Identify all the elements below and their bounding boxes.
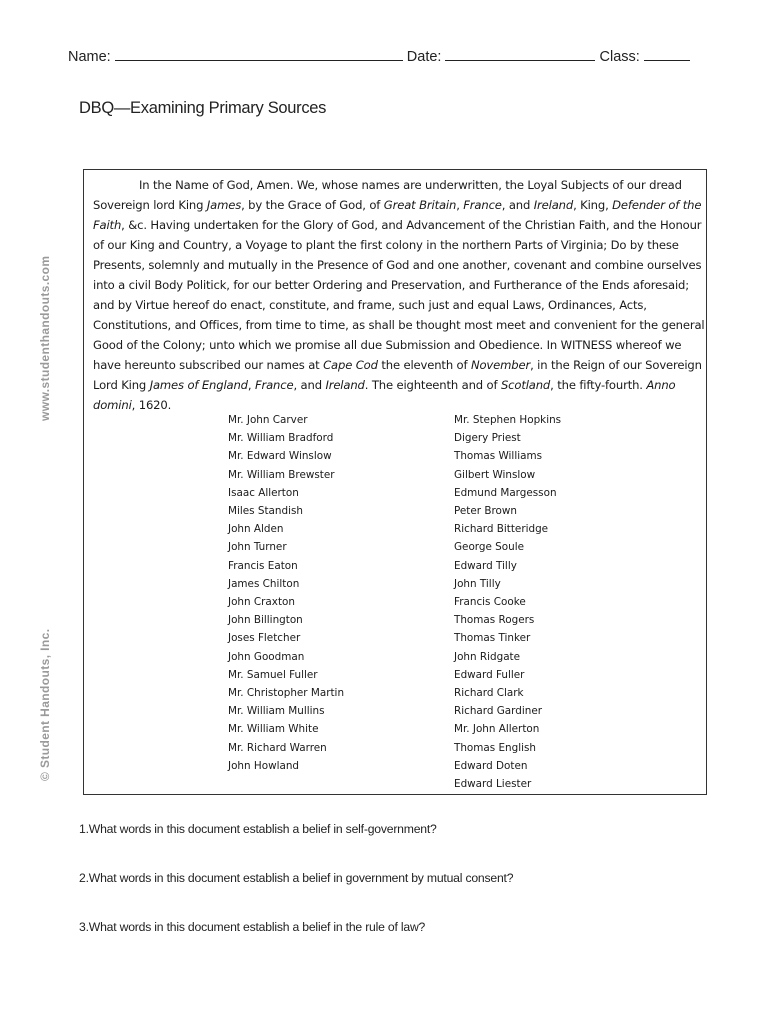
signer-name: John Ridgate (454, 650, 521, 663)
text-run: have hereunto subscribed our names at (93, 358, 324, 372)
compact-text-line (93, 215, 702, 235)
signer-name: Mr. John Carver (228, 414, 308, 426)
italic-text: Great Britain (383, 198, 457, 212)
text-run: into a civil Body Politick, for our better Ordering and Preservation, and Furtherance of the Ends aforesaid; (93, 278, 689, 292)
signer-name: Richard Gardiner (454, 705, 543, 718)
question-3: 3.What words in this document establish a belief in the rule of law? (79, 920, 426, 934)
student-info-header (68, 46, 700, 65)
signer-name: Edmund Margesson (454, 486, 557, 499)
signer-name: Mr. Christopher Martin (228, 687, 345, 700)
signer-name: John Craxton (228, 596, 295, 609)
text-run: of our King and Country, a Voyage to plant the first colony in the northern Parts of Virginia; Do by these (93, 238, 679, 252)
compact-text-line (93, 275, 699, 295)
signer-name: Isaac Allerton (228, 486, 299, 499)
compact-text-line (93, 395, 699, 415)
compact-text-line (93, 295, 699, 315)
italic-text: November (470, 358, 531, 372)
text-run: Sovereign lord King (93, 198, 207, 212)
signer-name: Mr. John Allerton (454, 723, 540, 736)
text-run: , and (293, 378, 326, 392)
italic-text: Ireland (533, 198, 574, 212)
signer-name: Francis Eaton (228, 559, 298, 572)
signer-name: Mr. William White (228, 723, 319, 736)
signer-name: Mr. William Bradford (228, 432, 334, 445)
italic-text: Scotland (500, 378, 551, 392)
signer-name: John Goodman (228, 650, 305, 663)
signer-name: Edward Liester (454, 778, 532, 791)
text-run: and by Virtue hereof do enact, constitute, and frame, such just and equal Laws, Ordinances, Acts, (93, 298, 647, 312)
compact-text-line (93, 175, 699, 195)
signer-name: John Billington (228, 614, 303, 627)
signer-name: Joses Fletcher (228, 632, 301, 645)
text-run: the eleventh of (377, 358, 471, 372)
mayflower-compact-text (93, 175, 705, 415)
signer-name: Francis Cooke (454, 596, 526, 609)
italic-text: James of England (149, 378, 248, 392)
signer-name: Thomas Williams (454, 450, 542, 463)
signer-name: Thomas English (454, 741, 537, 754)
signer-name: John Howland (228, 759, 299, 772)
signer-name: Thomas Rogers (454, 614, 535, 627)
compact-text-line (93, 375, 699, 395)
italic-text: Ireland (325, 378, 365, 392)
class-blank[interactable] (644, 46, 690, 61)
compact-text-line (93, 355, 702, 375)
date-label: Date: (406, 49, 442, 65)
compact-text-line (93, 335, 699, 355)
italic-text: France (463, 198, 502, 212)
signer-name: George Soule (454, 541, 524, 554)
text-run: Presents, solemnly and mutually in the Presence of God and one another, covenant and combine ourselves (93, 258, 702, 272)
signer-name: Miles Standish (228, 505, 303, 518)
signer-name: Thomas Tinker (454, 632, 531, 645)
signer-name: Mr. William Mullins (228, 705, 325, 718)
signer-name: Mr. Richard Warren (228, 741, 327, 754)
signer-name: Mr. Samuel Fuller (228, 668, 318, 681)
compact-text-line (93, 235, 699, 255)
text-run: , and (501, 198, 534, 212)
signer-name: Gilbert Winslow (454, 468, 536, 481)
compact-text-line (93, 255, 702, 275)
signer-name: Mr. William Brewster (228, 468, 335, 481)
signer-name: Peter Brown (454, 505, 517, 518)
signer-name: Mr. Edward Winslow (228, 450, 332, 463)
italic-text: France (254, 378, 294, 392)
text-run: , 1620. (131, 398, 172, 412)
text-run: Lord King (93, 378, 150, 392)
signer-name: Edward Doten (454, 759, 528, 772)
text-run: , by the Grace of God, of (241, 198, 384, 212)
italic-text: James (206, 198, 242, 212)
compact-text-line (93, 195, 702, 215)
copyright-watermark: © Student Handouts, Inc. (38, 628, 52, 781)
date-blank[interactable] (445, 46, 595, 61)
name-blank[interactable] (115, 46, 403, 61)
question-2: 2.What words in this document establish a belief in government by mutual consent? (79, 871, 514, 885)
text-run: , (456, 198, 464, 212)
website-watermark: www.studenthandouts.com (38, 255, 52, 421)
text-run: . The eighteenth and of (364, 378, 501, 392)
signer-name: John Tilly (454, 577, 501, 590)
question-1: 1.What words in this document establish a belief in self-government? (79, 822, 437, 836)
signer-name: Edward Tilly (454, 559, 517, 572)
text-run: Constitutions, and Offices, from time to time, as shall be thought most meet and convenient for the general (93, 318, 705, 332)
signer-name: Richard Bitteridge (454, 523, 549, 536)
compact-text-line (93, 315, 705, 335)
italic-text: Anno (646, 378, 676, 392)
text-run: , in the Reign of our Sovereign (530, 358, 702, 372)
text-run: , (247, 378, 255, 392)
class-label: Class: (599, 49, 640, 65)
text-run: Good of the Colony; unto which we promise all due Submission and Obedience. In WITNESS whereof we (93, 338, 682, 352)
signer-name: Richard Clark (454, 687, 524, 700)
signer-name: Digery Priest (454, 432, 521, 445)
signer-name: Edward Fuller (454, 668, 525, 681)
signer-name: Mr. Stephen Hopkins (454, 414, 562, 426)
text-run: , the fifty-fourth. (550, 378, 647, 392)
signer-name: John Alden (228, 523, 284, 536)
italic-text: Cape Cod (323, 358, 378, 372)
text-run: , &c. Having undertaken for the Glory of God, and Advancement of the Christian Faith, and the Honour (121, 218, 702, 232)
page-title: DBQ—Examining Primary Sources (79, 99, 327, 117)
text-run: In the Name of God, Amen. We, whose names are underwritten, the Loyal Subjects of our dread (139, 178, 682, 192)
signers-list-right (454, 411, 561, 793)
signer-name: James Chilton (228, 577, 300, 590)
signer-name: John Turner (228, 541, 287, 554)
text-run: , King, (573, 198, 613, 212)
primary-source-box (83, 169, 707, 795)
name-label: Name: (68, 49, 111, 65)
italic-text: Faith (93, 218, 122, 232)
signers-list-left (228, 411, 344, 775)
italic-text: domini (93, 398, 132, 412)
italic-text: Defender of the (612, 198, 702, 212)
